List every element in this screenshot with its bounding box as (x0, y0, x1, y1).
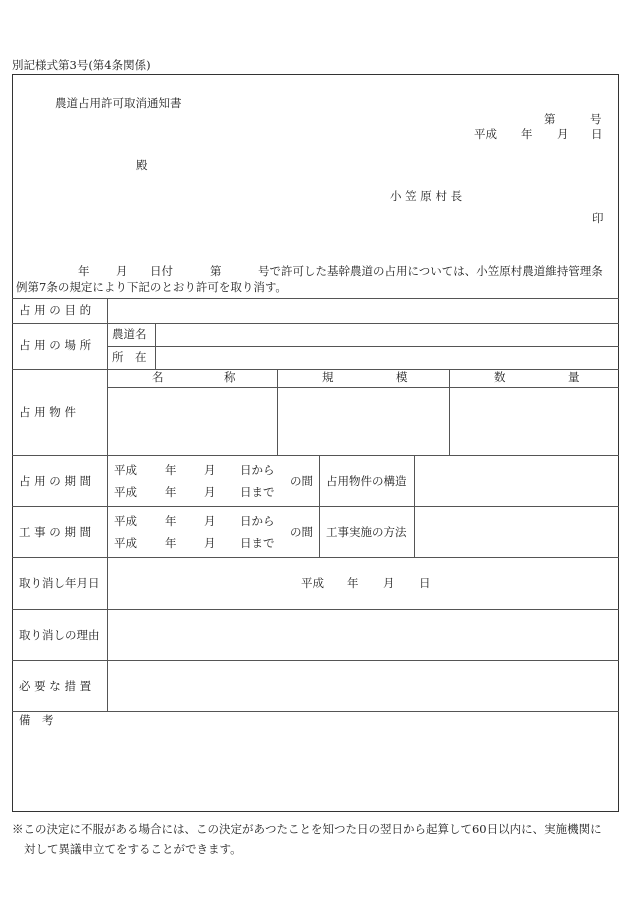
period-to-day: 日まで (240, 485, 275, 499)
cancel-era: 平成 (301, 576, 324, 590)
label-work-method: 工事実施の方法 (326, 525, 407, 539)
footnote-line2: 対して異議申立てをすることができます。 (24, 842, 242, 856)
period-between: の間 (290, 474, 313, 488)
label-location: 所 在 (112, 350, 147, 364)
period-to-month: 月 (204, 485, 216, 499)
doc-number-go: 号 (590, 112, 602, 126)
work-to-day: 日まで (240, 536, 275, 550)
label-objects: 占 用 物 件 (19, 405, 76, 419)
work-to-month: 月 (204, 536, 216, 550)
addressee-suffix: 殿 (136, 158, 148, 172)
doc-number-dai: 第 (544, 112, 556, 126)
label-period-structure: 占用物件の構造 (326, 474, 407, 488)
seal-mark: 印 (592, 211, 604, 225)
body-year: 年 (78, 264, 90, 278)
date-month: 月 (557, 127, 569, 141)
period-from-month: 月 (204, 463, 216, 477)
body-line1: 号で許可した基幹農道の占用については、小笠原村農道維持管理条 (258, 264, 603, 278)
work-from-day: 日から (240, 514, 275, 528)
cancel-day: 日 (419, 576, 431, 590)
col-qty-a: 数 (494, 370, 506, 384)
col-qty-b: 量 (568, 370, 580, 384)
period-from-era: 平成 (114, 463, 137, 477)
date-era: 平成 (474, 127, 497, 141)
form-frame (12, 74, 619, 812)
label-cancel-date: 取り消し年月日 (19, 576, 100, 590)
col-scale-b: 模 (396, 370, 408, 384)
work-to-year: 年 (165, 536, 177, 550)
cancel-month: 月 (383, 576, 395, 590)
document-title: 農道占用許可取消通知書 (55, 96, 182, 110)
body-dai: 第 (210, 264, 222, 278)
label-road-name: 農道名 (112, 327, 147, 341)
work-from-year: 年 (165, 514, 177, 528)
col-name-b: 称 (224, 370, 236, 384)
work-between: の間 (290, 525, 313, 539)
label-remarks: 備 考 (19, 713, 54, 727)
period-to-era: 平成 (114, 485, 137, 499)
period-to-year: 年 (165, 485, 177, 499)
footnote-line1: ※この決定に不服がある場合には、この決定があつたことを知つた日の翌日から起算して60日以内に、実施機関に (12, 822, 602, 836)
date-year: 年 (521, 127, 533, 141)
work-from-era: 平成 (114, 514, 137, 528)
label-place: 占 用 の 場 所 (19, 338, 92, 352)
label-purpose: 占 用 の 目 的 (19, 303, 92, 317)
issuer: 小 笠 原 村 長 (390, 189, 463, 203)
col-name-a: 名 (152, 370, 164, 384)
body-line2: 例第7条の規定により下記のとおり許可を取り消す。 (16, 280, 287, 294)
label-period: 占 用 の 期 間 (19, 474, 92, 488)
body-month: 月 (116, 264, 128, 278)
label-cancel-reason: 取り消しの理由 (19, 628, 100, 642)
body-day: 日付 (150, 264, 173, 278)
period-from-year: 年 (165, 463, 177, 477)
label-measures: 必 要 な 措 置 (19, 679, 92, 693)
col-scale-a: 規 (322, 370, 334, 384)
label-work-period: 工 事 の 期 間 (19, 525, 92, 539)
work-to-era: 平成 (114, 536, 137, 550)
date-day: 日 (591, 127, 603, 141)
period-from-day: 日から (240, 463, 275, 477)
cancel-year: 年 (347, 576, 359, 590)
form-label: 別記様式第3号(第4条関係) (12, 58, 151, 72)
work-from-month: 月 (204, 514, 216, 528)
